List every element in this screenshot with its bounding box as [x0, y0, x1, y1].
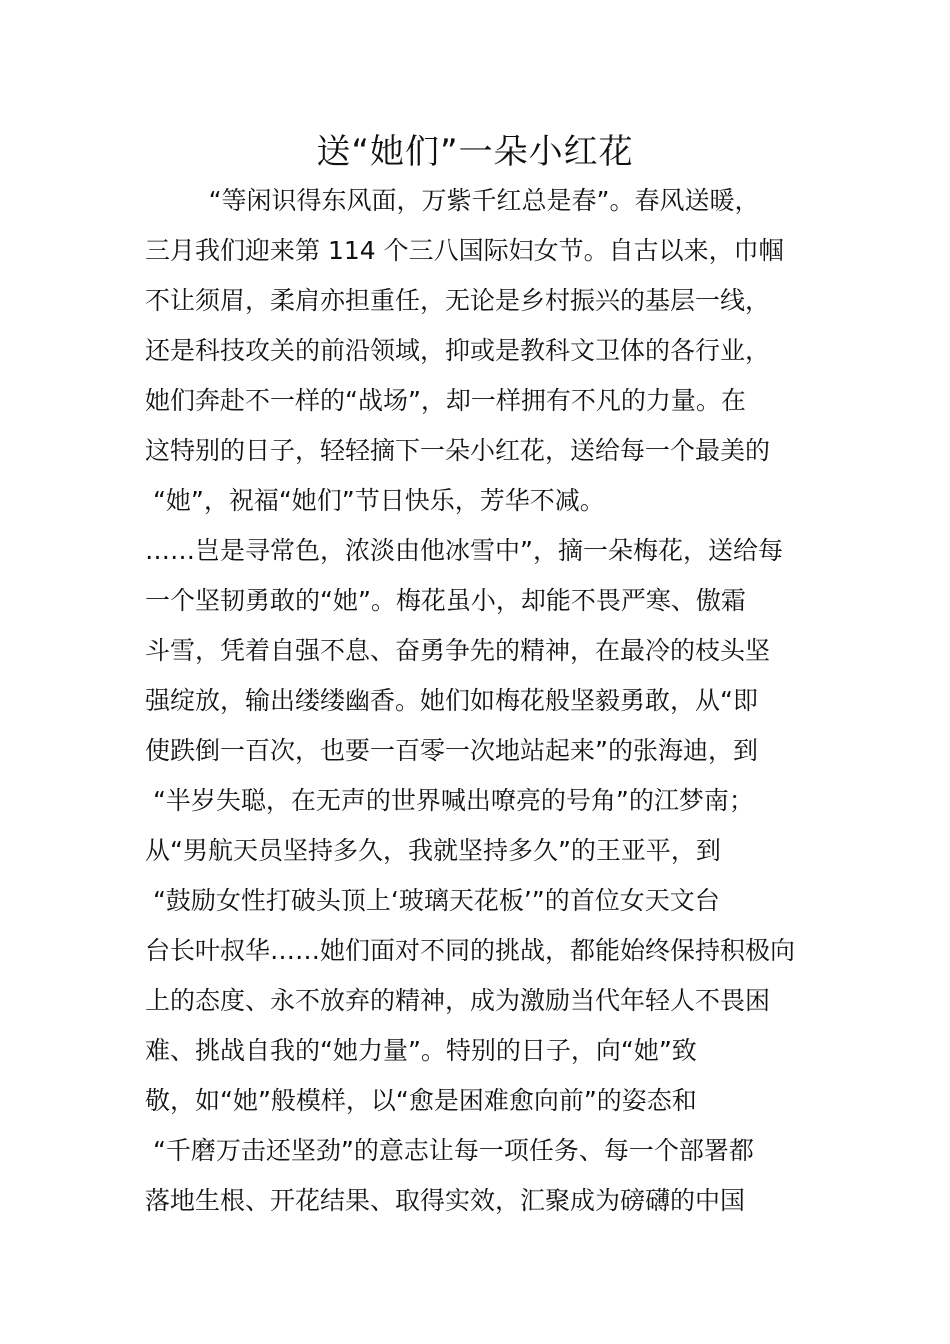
- text-line: “半岁失聪，在无声的世界喊出嘹亮的号角”的江梦南；: [145, 786, 754, 815]
- text-line: 不让须眉，柔肩亦担重任，无论是乡村振兴的基层一线，: [145, 286, 771, 315]
- text-line: ……岂是寻常色，浓淡由他冰雪中”，摘一朵梅花，送给每: [145, 536, 783, 565]
- text-line: “等闲识得东风面，万紫千红总是春”。春风送暖，: [145, 186, 760, 215]
- body-text: [145, 176, 810, 1226]
- text-line: 斗雪，凭着自强不息、奋勇争先的精神，在最冷的枝头坚: [145, 636, 771, 665]
- text-line: 落地生根、开花结果、取得实效，汇聚成为磅礴的中国: [145, 1186, 746, 1215]
- text-line: 一个坚韧勇敢的“她”。梅花虽小，却能不畏严寒、傲霜: [145, 586, 746, 615]
- text-line: 难、挑战自我的“她力量”。特别的日子，向“她”致: [145, 1036, 697, 1065]
- text-line: “她”，祝福“她们”节日快乐，芳华不减。: [145, 486, 605, 515]
- text-line: 这特别的日子，轻轻摘下一朵小红花，送给每一个最美的: [145, 436, 771, 465]
- text-line: 使跌倒一百次，也要一百零一次地站起来”的张海迪，到: [145, 736, 758, 765]
- text-line: 还是科技攻关的前沿领域，抑或是教科文卫体的各行业，: [145, 336, 771, 365]
- page-title: 送“她们”一朵小红花: [316, 132, 634, 172]
- text-line: 强绽放，输出缕缕幽香。她们如梅花般坚毅勇敢，从“即: [145, 686, 758, 715]
- text-line: 她们奔赴不一样的“战场”，却一样拥有不凡的力量。在: [145, 386, 746, 415]
- text-line: 从“男航天员坚持多久，我就坚持多久”的王亚平，到: [145, 836, 721, 865]
- text-line: “鼓励女性打破头顶上‘玻璃天花板’”的首位女天文台: [145, 886, 720, 915]
- text-line: 三月我们迎来第 114 个三八国际妇女节。自古以来，巾帼: [145, 236, 784, 265]
- text-line: 敬，如“她”般模样，以“愈是困难愈向前”的姿态和: [145, 1086, 697, 1115]
- text-line: 台长叶叔华……她们面对不同的挑战，都能始终保持积极向: [145, 936, 796, 965]
- text-line: 上的态度、永不放弃的精神，成为激励当代年轻人不畏困: [145, 986, 771, 1015]
- text-line: “千磨万击还坚劲”的意志让每一项任务、每一个部署都: [145, 1136, 754, 1165]
